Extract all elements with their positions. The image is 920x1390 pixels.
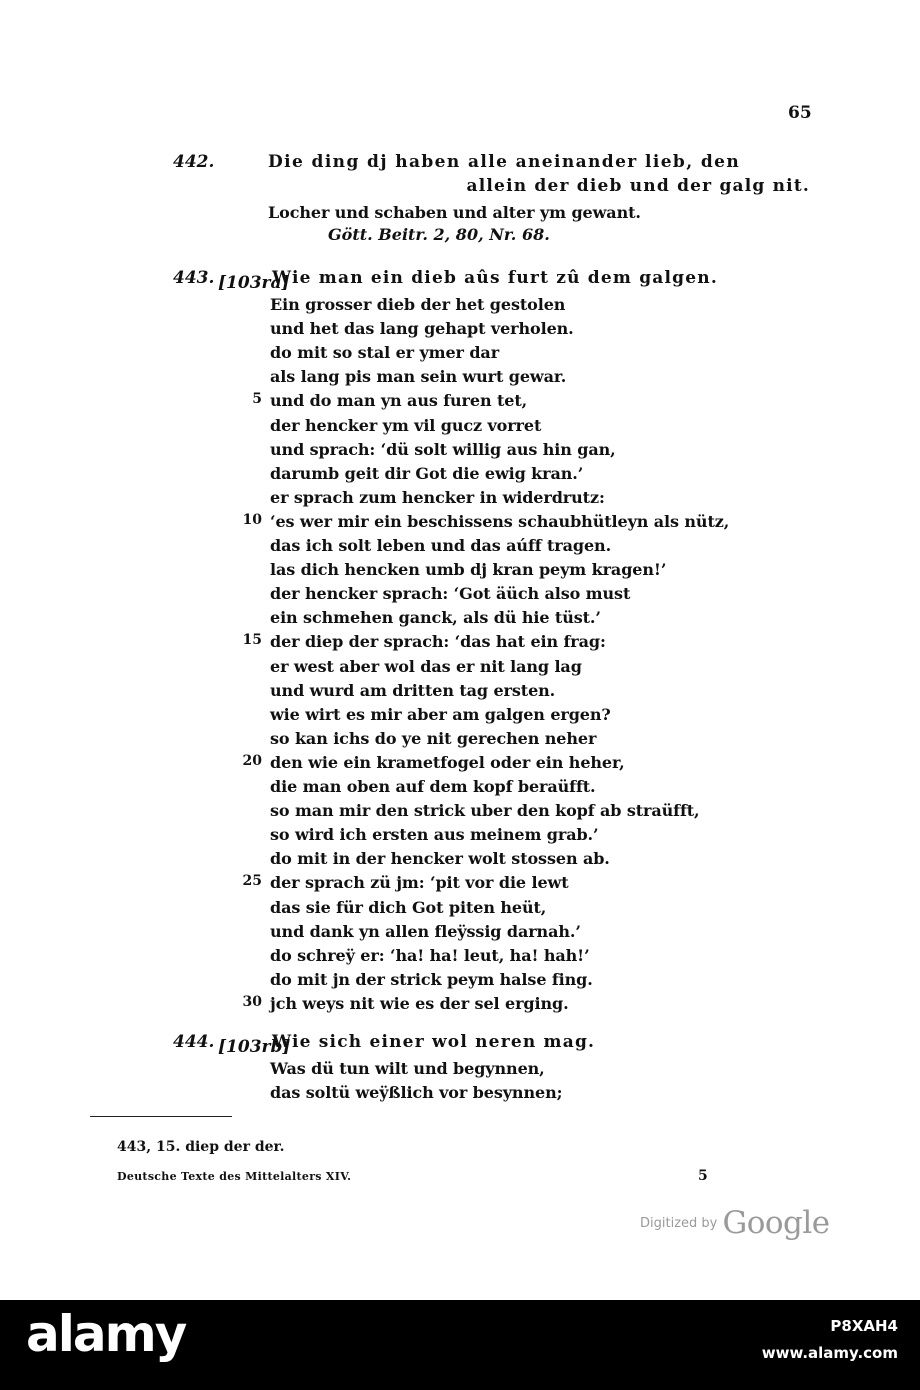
line-number: 30 <box>242 993 262 1010</box>
verse-line: und wurd am dritten tag ersten. <box>270 680 556 700</box>
entry-443-ref: [103ra] <box>218 273 290 293</box>
verse-line: er west aber wol das er nit lang lag <box>270 656 582 676</box>
site-url: www.alamy.com <box>761 1344 898 1362</box>
verse-line: las dich hencken umb dj kran peym kragen!’ <box>270 560 667 580</box>
google-logo: Google <box>722 1205 830 1241</box>
verse-line: ein schmehen ganck, als dü hie tüst.’ <box>270 608 601 628</box>
entry-443-title: Wie man ein dieb aûs furt zû dem galgen. <box>272 268 718 288</box>
entry-442-number: 442. <box>173 152 215 172</box>
line-number: 10 <box>242 511 262 528</box>
verse-line: der hencker ym vil gucz vorret <box>270 415 542 435</box>
entry-442-line-2: allein der dieb und der galg nit. <box>466 176 810 196</box>
digitized-by-label: Digitized by <box>640 1216 718 1231</box>
verse-line: so wird ich ersten aus meinem grab.’ <box>270 825 599 845</box>
footnote: 443, 15. diep der der. <box>117 1139 285 1155</box>
verse-line: do mit jn der strick peym halse fing. <box>270 969 593 989</box>
entry-444-line-1: Was dü tun wilt und begynnen, <box>270 1059 545 1078</box>
entry-442-line-3: Locher und schaben und alter ym gewant. <box>268 203 641 222</box>
line-number: 20 <box>242 752 262 769</box>
verse-line: der sprach zü jm: ‘pit vor die lewt <box>270 873 569 893</box>
verse-line: und dank yn allen fleÿssig darnah.’ <box>270 921 581 941</box>
verse-line: ‘es wer mir ein beschissens schaubhütleyn als nütz, <box>270 511 730 531</box>
verse-line: das sie für dich Got piten heüt, <box>270 897 547 917</box>
verse-line: darumb geit dir Got die ewig kran.’ <box>270 463 584 483</box>
entry-443-number: 443. <box>173 268 215 288</box>
verse-line: jch weys nit wie es der sel erging. <box>270 993 569 1013</box>
digitized-by-google-stamp <box>640 1205 830 1241</box>
entry-442-source: Gött. Beitr. 2, 80, Nr. 68. <box>328 225 550 244</box>
verse-line: die man oben auf dem kopf beraüfft. <box>270 777 596 796</box>
verse-line: und sprach: ‘dü solt willig aus hin gan, <box>270 439 616 459</box>
verse-line: do schreÿ er: ‘ha! ha! leut, ha! hah!’ <box>270 945 590 965</box>
verse-line: so man mir den strick uber den kopf ab straüfft, <box>270 801 700 821</box>
entry-444-line-2: das soltü weÿßlich vor besynnen; <box>270 1083 563 1102</box>
verse-line: so kan ichs do ye nit gerechen neher <box>270 728 597 748</box>
signature-mark: 5 <box>698 1168 708 1184</box>
verse-line: das ich solt leben und das aúff tragen. <box>270 536 612 555</box>
entry-444-number: 444. <box>173 1032 215 1052</box>
image-id: P8XAH4 <box>830 1317 898 1335</box>
line-number: 25 <box>242 873 262 890</box>
verse-line: und het das lang gehapt verholen. <box>270 319 574 339</box>
verse-line: als lang pis man sein wurt gewar. <box>270 367 567 387</box>
verse-line: do mit so stal er ymer dar <box>270 343 500 363</box>
verse-line: den wie ein krametfogel oder ein heher, <box>270 752 625 772</box>
verse-line: er sprach zum hencker in widerdrutz: <box>270 487 605 507</box>
line-number: 5 <box>252 391 262 408</box>
alamy-logo: alamy <box>26 1305 186 1363</box>
verse-line: do mit in der hencker wolt stossen ab. <box>270 849 610 869</box>
running-footer: Deutsche Texte des Mittelalters XIV. <box>117 1170 352 1183</box>
entry-444-ref: [103rb] <box>218 1037 291 1057</box>
verse-line: der diep der sprach: ‘das hat ein frag: <box>270 632 606 652</box>
footnote-rule <box>90 1116 232 1117</box>
verse-line: der hencker sprach: ‘Got äüch also must <box>270 584 631 604</box>
verse-line: und do man yn aus furen tet, <box>270 391 528 411</box>
verse-line: Ein grosser dieb der het gestolen <box>270 295 566 314</box>
entry-442-line-1: Die ding dj haben alle aneinander lieb, den <box>268 152 741 172</box>
entry-444-title: Wie sich einer wol neren mag. <box>272 1032 596 1052</box>
page-number: 65 <box>788 103 812 123</box>
line-number: 15 <box>242 632 262 649</box>
verse-line: wie wirt es mir aber am galgen ergen? <box>270 704 611 724</box>
